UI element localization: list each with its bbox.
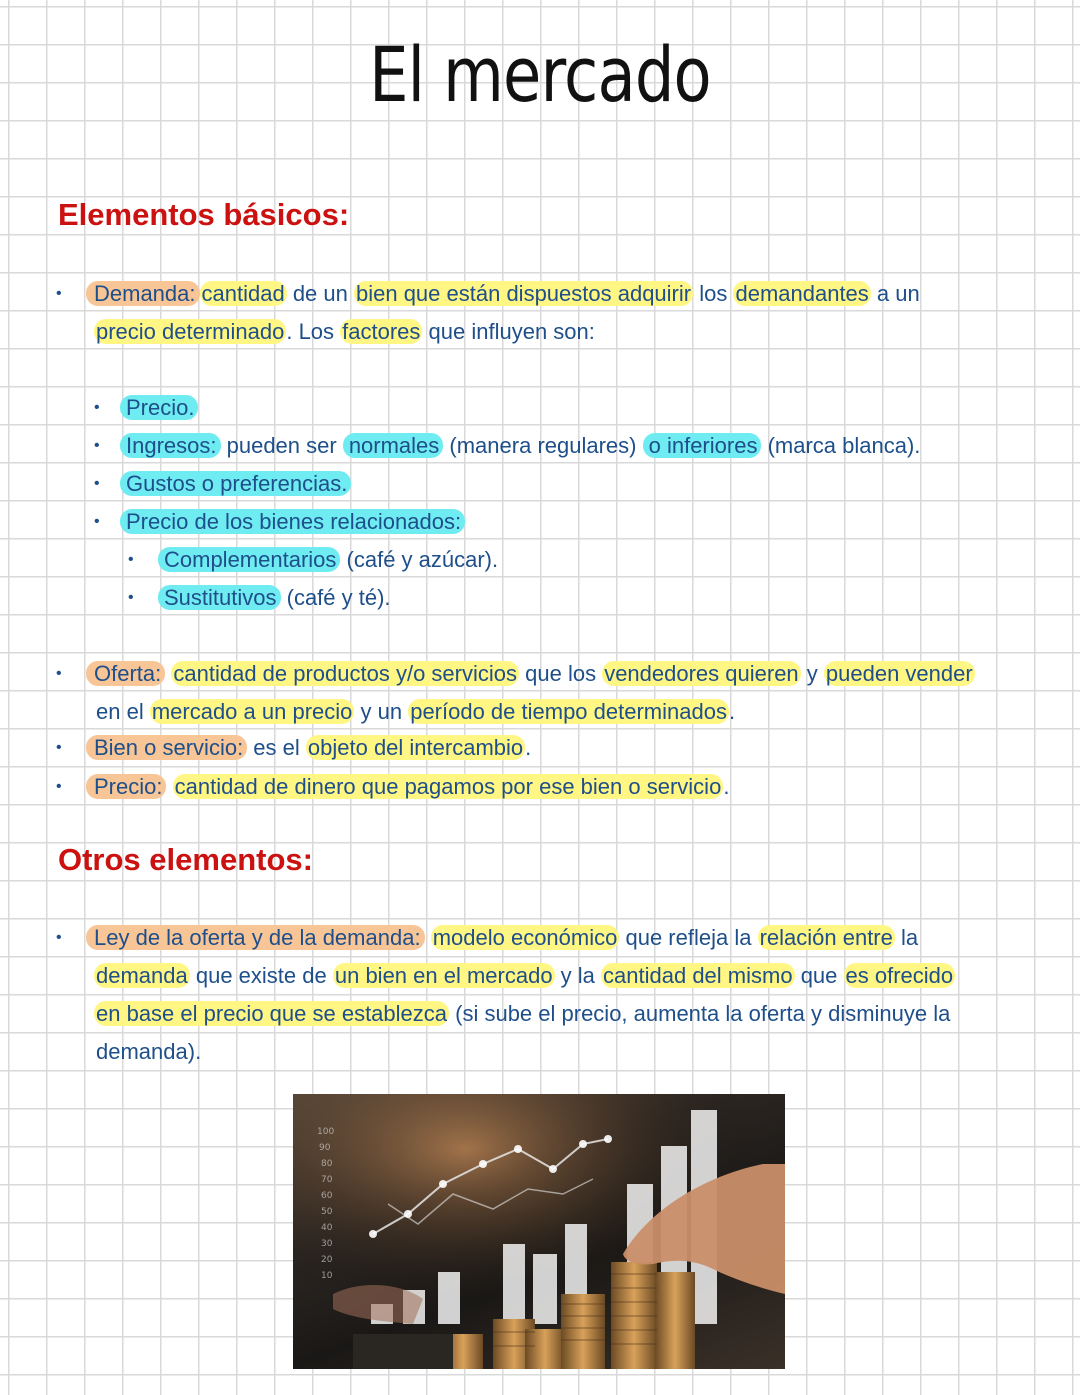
factor-sustitutivos: Sustitutivos (café y té). <box>158 583 391 613</box>
trend-point <box>439 1180 447 1188</box>
bullet: • <box>56 778 62 795</box>
trend-point <box>369 1230 377 1238</box>
axis-label: 30 <box>321 1239 333 1249</box>
bullet: • <box>94 513 100 530</box>
trend-point <box>479 1160 487 1168</box>
precio-line: Precio: cantidad de dinero que pagamos por ese bien o servicio. <box>86 772 729 802</box>
bullet: • <box>56 665 62 682</box>
axis-label: 70 <box>321 1175 333 1185</box>
coins-chart-illustration <box>293 1094 785 1369</box>
section-heading-basic: Elementos básicos: <box>58 197 350 232</box>
notebook <box>353 1334 453 1369</box>
ley-line-1: Ley de la oferta y de la demanda: modelo económico que refleja la relación entre la <box>86 923 918 953</box>
market-growth-photo <box>293 1094 785 1369</box>
trend-point <box>404 1210 412 1218</box>
bullet: • <box>56 929 62 946</box>
bullet: • <box>56 285 62 302</box>
ley-line-2: demanda que existe de un bien en el mercado y la cantidad del mismo que es ofrecido <box>96 963 954 988</box>
ley-line-3: en base el precio que se establezca (si sube el precio, aumenta la oferta y disminuye la <box>96 1001 951 1026</box>
axis-label: 80 <box>321 1159 333 1169</box>
axis-label: 20 <box>321 1255 333 1265</box>
factor-complementarios: Complementarios (café y azúcar). <box>158 545 498 575</box>
growth-bar <box>438 1272 460 1324</box>
bullet: • <box>128 589 134 606</box>
axis-label: 60 <box>321 1191 333 1201</box>
factor-relacionados: Precio de los bienes relacionados: <box>120 507 465 537</box>
axis-label: 90 <box>319 1143 331 1153</box>
bullet: • <box>56 739 62 756</box>
factor-precio: Precio. <box>120 393 198 423</box>
trend-point <box>514 1145 522 1153</box>
bullet: • <box>128 551 134 568</box>
bullet: • <box>94 437 100 454</box>
coin-stack <box>525 1329 565 1369</box>
oferta-line-2: en el mercado a un precio y un período de tiempo determinados. <box>96 699 736 724</box>
axis-label: 50 <box>321 1207 333 1217</box>
axis-label: 100 <box>317 1127 335 1137</box>
coin-stack <box>655 1272 695 1369</box>
axis-label: 10 <box>321 1271 333 1281</box>
section-heading-other: Otros elementos: <box>58 842 313 877</box>
oferta-line-1: Oferta: cantidad de productos y/o servicios que los vendedores quieren y pueden vender <box>86 659 975 689</box>
factor-ingresos: Ingresos: pueden ser normales (manera regulares) o inferiores (marca blanca). <box>120 431 920 461</box>
growth-bar <box>533 1254 557 1324</box>
bullet: • <box>94 399 100 416</box>
bullet: • <box>94 475 100 492</box>
page-title: El mercado <box>369 30 711 119</box>
demanda-line-2: precio determinado. Los factores que influyen son: <box>96 319 595 344</box>
ley-line-4: demanda). <box>96 1039 202 1064</box>
demanda-line-1: Demanda: cantidad de un bien que están dispuestos adquirir los demandantes a un <box>86 279 920 309</box>
trend-point <box>549 1165 557 1173</box>
trend-point <box>579 1140 587 1148</box>
factor-gustos: Gustos o preferencias. <box>120 469 351 499</box>
growth-bar <box>503 1244 525 1324</box>
coin-stack <box>561 1294 605 1369</box>
bien-line: Bien o servicio: es el objeto del intercambio. <box>86 733 531 763</box>
trend-point <box>604 1135 612 1143</box>
axis-label: 40 <box>321 1223 333 1233</box>
